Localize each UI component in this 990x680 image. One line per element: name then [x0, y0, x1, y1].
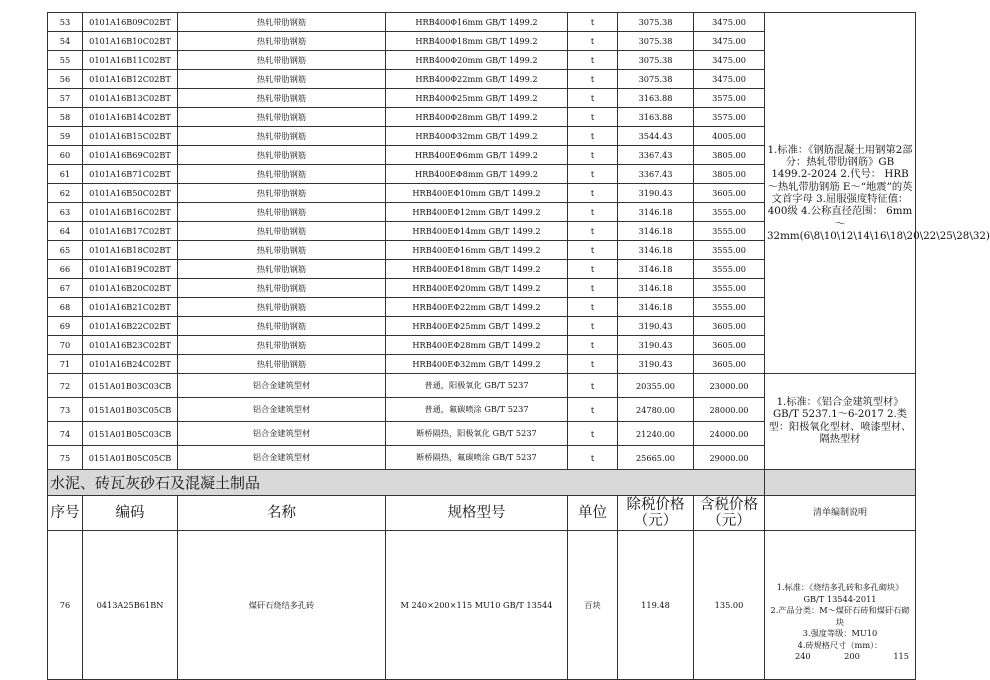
cell-spec: HRB400EΦ25mm GB/T 1499.2 [386, 317, 568, 336]
cell-price-ex-tax: 20355.00 [618, 374, 694, 398]
cell-no: 54 [48, 32, 83, 51]
cell-code: 0101A16B22C02BT [83, 317, 178, 336]
cell-unit: t [568, 13, 618, 32]
note-line: 4.砖规格尺寸（mm）： [797, 639, 883, 650]
cell-code: 0101A16B24C02BT [83, 355, 178, 374]
cell-no: 76 [48, 531, 83, 680]
cell-spec: HRB400EΦ8mm GB/T 1499.2 [386, 165, 568, 184]
cell-price-ex-tax: 3190.43 [618, 184, 694, 203]
cell-price-ex-tax: 3146.18 [618, 279, 694, 298]
cell-price-inc-tax: 24000.00 [694, 422, 765, 446]
cell-unit: t [568, 279, 618, 298]
header-note: 清单编制说明 [765, 496, 916, 531]
cell-unit: t [568, 260, 618, 279]
cell-price-ex-tax: 3146.18 [618, 222, 694, 241]
cell-code: 0151A01B05C03CB [83, 422, 178, 446]
cell-unit: t [568, 32, 618, 51]
cell-no: 59 [48, 127, 83, 146]
cell-unit: t [568, 317, 618, 336]
cell-price-inc-tax: 3555.00 [694, 203, 765, 222]
aluminum-spec-note: 1.标准：《铝合金建筑型材》GB/T 5237.1～6-2017 2.类型：阳极氧化型材、喷漆型材、隔热型材 [765, 374, 916, 470]
cell-unit: t [568, 146, 618, 165]
cell-name: 煤矸石烧结多孔砖 [178, 531, 386, 680]
header-price-inc-tax: 含税价格（元） [694, 496, 765, 531]
cell-price-ex-tax: 3163.88 [618, 89, 694, 108]
cell-code: 0101A16B23C02BT [83, 336, 178, 355]
header-name: 名称 [178, 496, 386, 531]
cell-unit: t [568, 127, 618, 146]
cell-code: 0101A16B21C02BT [83, 298, 178, 317]
cell-price-inc-tax: 3805.00 [694, 146, 765, 165]
cell-price-inc-tax: 3475.00 [694, 51, 765, 70]
cell-name: 热轧带肋钢筋 [178, 51, 386, 70]
cell-price-ex-tax: 3190.43 [618, 355, 694, 374]
cell-no: 75 [48, 446, 83, 470]
cell-spec: M 240×200×115 MU10 GB/T 13544 [386, 531, 568, 680]
cell-name: 热轧带肋钢筋 [178, 222, 386, 241]
cell-name: 铝合金建筑型材 [178, 374, 386, 398]
cell-unit: t [568, 222, 618, 241]
cell-spec: HRB400EΦ10mm GB/T 1499.2 [386, 184, 568, 203]
cell-name: 热轧带肋钢筋 [178, 146, 386, 165]
cell-price-ex-tax: 3146.18 [618, 260, 694, 279]
cell-spec: HRB400EΦ20mm GB/T 1499.2 [386, 279, 568, 298]
cell-name: 热轧带肋钢筋 [178, 184, 386, 203]
cell-name: 热轧带肋钢筋 [178, 89, 386, 108]
cell-code: 0101A16B10C02BT [83, 32, 178, 51]
cell-no: 61 [48, 165, 83, 184]
cell-price-inc-tax: 3475.00 [694, 70, 765, 89]
rebar-spec-note: 1.标准：《钢筋混凝土用钢第2部分：热轧带肋钢筋》GB 1499.2-2024 2.代号： HRB～热轧带肋钢筋 E～“地震”的英文首字母 3.屈服强度特征值：400级 4.公称直径范围： 6mm～32mm(6\8\10\12\14\16\18\20\22\25\28\32) [765, 13, 916, 374]
cell-price-inc-tax: 3555.00 [694, 298, 765, 317]
cell-name: 热轧带肋钢筋 [178, 260, 386, 279]
cell-unit: t [568, 70, 618, 89]
cell-price-ex-tax: 3190.43 [618, 336, 694, 355]
cell-price-inc-tax: 4005.00 [694, 127, 765, 146]
cell-name: 热轧带肋钢筋 [178, 13, 386, 32]
cell-spec: HRB400EΦ18mm GB/T 1499.2 [386, 260, 568, 279]
cell-unit: t [568, 89, 618, 108]
cell-unit: t [568, 398, 618, 422]
cell-spec: 普通，阳极氧化 GB/T 5237 [386, 374, 568, 398]
header-spec: 规格型号 [386, 496, 568, 531]
cell-name: 铝合金建筑型材 [178, 422, 386, 446]
cell-unit: t [568, 374, 618, 398]
cell-code: 0101A16B15C02BT [83, 127, 178, 146]
cell-name: 铝合金建筑型材 [178, 398, 386, 422]
cell-price-ex-tax: 3075.38 [618, 32, 694, 51]
cell-price-inc-tax: 3605.00 [694, 317, 765, 336]
cell-price-ex-tax: 3367.43 [618, 146, 694, 165]
cell-code: 0151A01B03C05CB [83, 398, 178, 422]
cell-unit: t [568, 165, 618, 184]
price-table [47, 12, 990, 680]
cell-name: 热轧带肋钢筋 [178, 165, 386, 184]
cell-price-ex-tax: 3190.43 [618, 317, 694, 336]
cell-price-inc-tax: 3805.00 [694, 165, 765, 184]
cell-price-ex-tax: 3544.43 [618, 127, 694, 146]
cell-price-ex-tax: 24780.00 [618, 398, 694, 422]
cell-price-inc-tax: 3575.00 [694, 89, 765, 108]
header-price-ex-tax: 除税价格（元） [618, 496, 694, 531]
cell-no: 71 [48, 355, 83, 374]
cell-unit: t [568, 108, 618, 127]
cell-price-ex-tax: 3075.38 [618, 70, 694, 89]
cell-price-inc-tax: 3605.00 [694, 184, 765, 203]
cell-name: 热轧带肋钢筋 [178, 108, 386, 127]
cell-code: 0101A16B09C02BT [83, 13, 178, 32]
section-row [48, 470, 916, 496]
cell-price-inc-tax: 3575.00 [694, 108, 765, 127]
cell-no: 74 [48, 422, 83, 446]
cell-name: 热轧带肋钢筋 [178, 336, 386, 355]
cell-code: 0101A16B11C02BT [83, 51, 178, 70]
cell-price-inc-tax: 29000.00 [694, 446, 765, 470]
cell-price-inc-tax: 23000.00 [694, 374, 765, 398]
table-row [48, 374, 916, 398]
cell-name: 铝合金建筑型材 [178, 446, 386, 470]
brick-spec-note [765, 531, 916, 680]
cell-spec: HRB400EΦ28mm GB/T 1499.2 [386, 336, 568, 355]
brick-dimension: 240 [795, 651, 811, 662]
cell-code: 0101A16B16C02BT [83, 203, 178, 222]
header-row [48, 496, 916, 531]
cell-name: 热轧带肋钢筋 [178, 203, 386, 222]
cell-no: 58 [48, 108, 83, 127]
cell-no: 57 [48, 89, 83, 108]
note-line: 2.产品分类：M～煤矸石砖和煤矸石砌块 [770, 605, 910, 627]
cell-spec: HRB400EΦ14mm GB/T 1499.2 [386, 222, 568, 241]
cell-spec: HRB400Φ28mm GB/T 1499.2 [386, 108, 568, 127]
cell-unit: t [568, 184, 618, 203]
cell-price-inc-tax: 3555.00 [694, 241, 765, 260]
cell-spec: HRB400EΦ22mm GB/T 1499.2 [386, 298, 568, 317]
cell-spec: HRB400Φ22mm GB/T 1499.2 [386, 70, 568, 89]
cell-price-inc-tax: 3475.00 [694, 32, 765, 51]
cell-unit: t [568, 422, 618, 446]
cell-name: 热轧带肋钢筋 [178, 317, 386, 336]
cell-code: 0101A16B20C02BT [83, 279, 178, 298]
cell-price-ex-tax: 3163.88 [618, 108, 694, 127]
cell-spec: HRB400EΦ16mm GB/T 1499.2 [386, 241, 568, 260]
section-title: 水泥、砖瓦灰砂石及混凝土制品 [48, 470, 765, 496]
cell-price-ex-tax: 21240.00 [618, 422, 694, 446]
cell-unit: t [568, 51, 618, 70]
cell-price-inc-tax: 3605.00 [694, 336, 765, 355]
cell-no: 68 [48, 298, 83, 317]
cell-spec: HRB400Φ25mm GB/T 1499.2 [386, 89, 568, 108]
cell-price-ex-tax: 3075.38 [618, 51, 694, 70]
cell-code: 0101A16B71C02BT [83, 165, 178, 184]
cell-name: 热轧带肋钢筋 [178, 32, 386, 51]
cell-no: 64 [48, 222, 83, 241]
cell-unit: t [568, 241, 618, 260]
cell-name: 热轧带肋钢筋 [178, 279, 386, 298]
cell-unit: t [568, 446, 618, 470]
cell-price-inc-tax: 3555.00 [694, 222, 765, 241]
cell-price-ex-tax: 119.48 [618, 531, 694, 680]
cell-spec: HRB400EΦ12mm GB/T 1499.2 [386, 203, 568, 222]
cell-code: 0151A01B03C03CB [83, 374, 178, 398]
cell-spec: 断桥隔热，阳极氧化 GB/T 5237 [386, 422, 568, 446]
cell-code: 0101A16B50C02BT [83, 184, 178, 203]
brick-dimension: 200 [844, 651, 860, 662]
cell-name: 热轧带肋钢筋 [178, 241, 386, 260]
cell-no: 60 [48, 146, 83, 165]
cell-unit: t [568, 203, 618, 222]
cell-price-ex-tax: 3146.18 [618, 298, 694, 317]
cell-code: 0413A25B61BN [83, 531, 178, 680]
cell-no: 65 [48, 241, 83, 260]
section-title-note-blank [765, 470, 916, 496]
cell-unit: t [568, 336, 618, 355]
cell-price-inc-tax: 3555.00 [694, 279, 765, 298]
table-row [48, 13, 916, 32]
cell-name: 热轧带肋钢筋 [178, 70, 386, 89]
cell-code: 0151A01B05C05CB [83, 446, 178, 470]
cell-price-inc-tax: 135.00 [694, 531, 765, 680]
cell-price-inc-tax: 3605.00 [694, 355, 765, 374]
cell-price-ex-tax: 25665.00 [618, 446, 694, 470]
cell-no: 66 [48, 260, 83, 279]
cell-price-inc-tax: 3475.00 [694, 13, 765, 32]
cell-price-inc-tax: 28000.00 [694, 398, 765, 422]
cell-spec: 断桥隔热，氟碳喷涂 GB/T 5237 [386, 446, 568, 470]
cell-name: 热轧带肋钢筋 [178, 127, 386, 146]
cell-code: 0101A16B13C02BT [83, 89, 178, 108]
header-code: 编码 [83, 496, 178, 531]
note-line: 1.标准：《烧结多孔砖和多孔砌块》GB/T 13544-2011 [776, 582, 904, 604]
cell-spec: HRB400Φ32mm GB/T 1499.2 [386, 127, 568, 146]
cell-no: 70 [48, 336, 83, 355]
cell-price-inc-tax: 3555.00 [694, 260, 765, 279]
cell-no: 63 [48, 203, 83, 222]
header-unit: 单位 [568, 496, 618, 531]
cell-price-ex-tax: 3075.38 [618, 13, 694, 32]
cell-unit: t [568, 298, 618, 317]
cell-unit: 百块 [568, 531, 618, 680]
cell-spec: HRB400Φ18mm GB/T 1499.2 [386, 32, 568, 51]
cell-name: 热轧带肋钢筋 [178, 298, 386, 317]
cell-name: 热轧带肋钢筋 [178, 355, 386, 374]
cell-no: 72 [48, 374, 83, 398]
cell-no: 67 [48, 279, 83, 298]
cell-price-ex-tax: 3146.18 [618, 203, 694, 222]
cell-code: 0101A16B69C02BT [83, 146, 178, 165]
cell-price-ex-tax: 3367.43 [618, 165, 694, 184]
cell-spec: HRB400EΦ6mm GB/T 1499.2 [386, 146, 568, 165]
header-no: 序号 [48, 496, 83, 531]
cell-no: 55 [48, 51, 83, 70]
cell-unit: t [568, 355, 618, 374]
cell-no: 56 [48, 70, 83, 89]
cell-no: 69 [48, 317, 83, 336]
cell-no: 53 [48, 13, 83, 32]
cell-code: 0101A16B18C02BT [83, 241, 178, 260]
table-row [48, 531, 916, 680]
brick-dimension: 115 [893, 651, 909, 662]
price-sheet [47, 12, 990, 680]
note-line: 3.强度等级：MU10 [802, 628, 878, 639]
cell-spec: HRB400EΦ32mm GB/T 1499.2 [386, 355, 568, 374]
cell-code: 0101A16B17C02BT [83, 222, 178, 241]
cell-spec: HRB400Φ20mm GB/T 1499.2 [386, 51, 568, 70]
cell-code: 0101A16B19C02BT [83, 260, 178, 279]
cell-no: 73 [48, 398, 83, 422]
cell-spec: 普通，氟碳喷涂 GB/T 5237 [386, 398, 568, 422]
cell-price-ex-tax: 3146.18 [618, 241, 694, 260]
cell-no: 62 [48, 184, 83, 203]
cell-code: 0101A16B12C02BT [83, 70, 178, 89]
cell-spec: HRB400Φ16mm GB/T 1499.2 [386, 13, 568, 32]
cell-code: 0101A16B14C02BT [83, 108, 178, 127]
brick-dimensions [767, 651, 913, 663]
